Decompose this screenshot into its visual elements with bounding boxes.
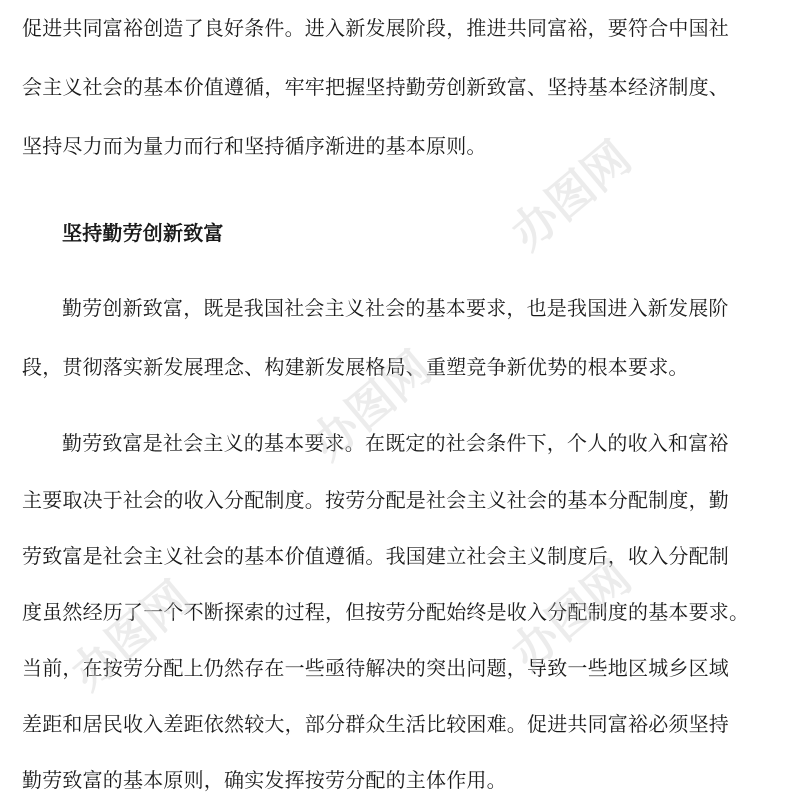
intro-line-3: 坚持尽力而为量力而行和坚持循序渐进的基本原则。 — [22, 134, 487, 158]
section-heading: 坚持勤劳创新致富 — [62, 221, 224, 245]
watermark-4: 办图网 — [500, 550, 642, 681]
watermark-2: 办图网 — [300, 340, 442, 471]
intro-line-1: 促进共同富裕创造了良好条件。进入新发展阶段，推进共同富裕，要符合中国社 — [22, 16, 729, 40]
paragraph2-line-2: 主要取决于社会的收入分配制度。按劳分配是社会主义社会的基本分配制度，勤 — [22, 488, 729, 512]
paragraph2-line-7: 勤劳致富的基本原则，确实发挥按劳分配的主体作用。 — [22, 768, 507, 792]
watermark-3: 办图网 — [60, 570, 202, 701]
paragraph2-line-6: 差距和居民收入差距依然较大，部分群众生活比较困难。促进共同富裕必须坚持 — [22, 712, 729, 736]
paragraph2-line-1: 勤劳致富是社会主义的基本要求。在既定的社会条件下，个人的收入和富裕 — [62, 431, 729, 455]
paragraph2-line-5: 当前，在按劳分配上仍然存在一些亟待解决的突出问题，导致一些地区城乡区域 — [22, 656, 729, 680]
intro-line-2: 会主义社会的基本价值遵循，牢牢把握坚持勤劳创新致富、坚持基本经济制度、 — [22, 75, 729, 99]
paragraph2-line-4: 度虽然经历了一个不断探索的过程，但按劳分配始终是收入分配制度的基本要求。 — [22, 600, 750, 624]
paragraph1-line-2: 段，贯彻落实新发展理念、构建新发展格局、重塑竞争新优势的根本要求。 — [22, 355, 689, 379]
paragraph1-line-1: 勤劳创新致富，既是我国社会主义社会的基本要求，也是我国进入新发展阶 — [62, 296, 729, 320]
paragraph2-line-3: 劳致富是社会主义社会的基本价值遵循。我国建立社会主义制度后，收入分配制 — [22, 544, 729, 568]
watermark-1: 办图网 — [500, 130, 642, 261]
